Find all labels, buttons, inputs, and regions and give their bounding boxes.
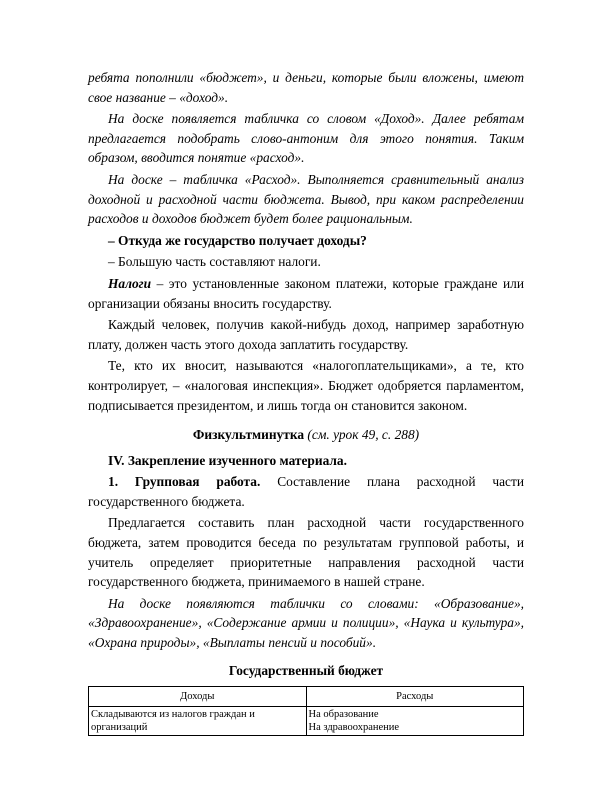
paragraph-income-sign: На доске появляется табличка со словом «Доход». Далее ребятам предлагается подобрать слово-антоним для этого понятия. Таким образом, вводится понятие «расход».: [88, 111, 524, 166]
income-cell: Складываются из налогов граждан и организаций: [89, 707, 307, 736]
table-row: [89, 707, 524, 736]
physical-break-reference: (см. урок 49, с. 288): [304, 427, 420, 443]
group-work-item: [88, 472, 524, 511]
paragraph-expense-sign: На доске – табличка «Расход». Выполняется сравнительный анализ доходной и расходной части бюджета. Вывод, при каком распределении расходов и доходов бюджет будет более рациональным.: [88, 171, 524, 227]
document-page: [88, 68, 524, 736]
table-title: Государственный бюджет: [228, 662, 384, 678]
expense-item: На здравоохранение: [308, 722, 400, 734]
physical-break-heading: [88, 425, 524, 445]
physical-break-label: Физкультминутка: [192, 427, 305, 443]
term-taxes: Налоги: [108, 275, 152, 291]
taxes-definition-text: – это установленные законом платежи, которые граждане или организации обязаны вносить государству.: [88, 275, 524, 311]
group-work-text: Составление плана расходной части государственного бюджета.: [88, 474, 524, 509]
paragraph-budget-income: ребята пополнили «бюджет», и деньги, которые были вложены, имеют свое название – «доход».: [88, 70, 524, 105]
paragraph-taxes-definition: [88, 274, 524, 313]
column-header-income: Доходы: [89, 687, 307, 707]
paragraph-board-signs: На доске появляются таблички со словами: «Образование», «Здравоохранение», «Содержание армии и полиции», «Наука и культура», «Охрана природы», «Выплаты пенсий и пособий».: [88, 595, 524, 651]
table-header-row: [89, 687, 524, 707]
group-work-label: 1. Групповая работа.: [108, 474, 261, 490]
column-header-expenses: Расходы: [306, 687, 524, 707]
section-iv-heading: IV. Закрепление изученного материала.: [108, 452, 347, 468]
paragraph-income-tax: Каждый человек, получив какой-нибудь доход, например заработную плату, должен часть этого дохода заплатить государству.: [88, 317, 524, 352]
paragraph-taxpayers: Те, кто их вносит, называются «налогоплательщиками», а те, кто контролирует, – «налоговая инспекция». Бюджет одобряется парламентом, подписывается президентом, и лишь тогда он становится законом.: [88, 358, 524, 413]
expense-cell: [306, 707, 524, 736]
paragraph-budget-plan: Предлагается составить план расходной части государственного бюджета, затем проводится беседа по результатам групповой работы, и учитель определяет приоритетные направления расходной части государственного бюджета, принимаемого в нашей стране.: [88, 515, 524, 590]
question-state-income: – Откуда же государство получает доходы?: [108, 232, 367, 248]
budget-table: [88, 686, 524, 736]
answer-taxes: – Большую часть составляют налоги.: [108, 254, 321, 270]
expense-item: На образование: [308, 709, 379, 721]
